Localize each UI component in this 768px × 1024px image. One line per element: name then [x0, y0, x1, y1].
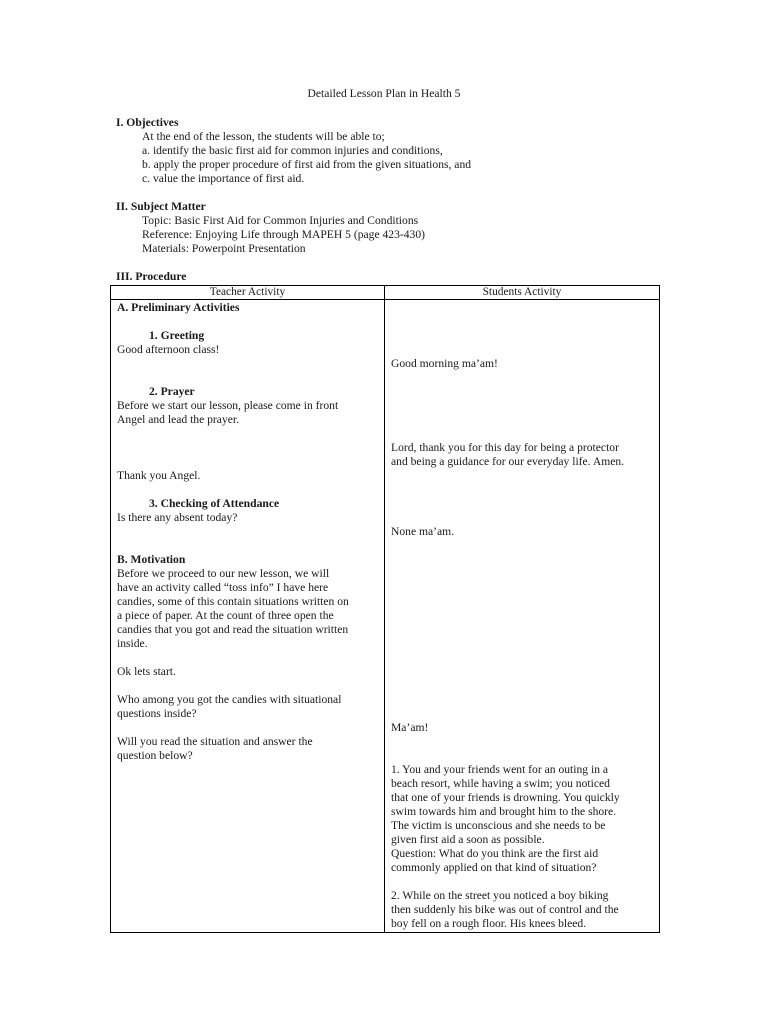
procedure-heading: III. Procedure	[116, 270, 187, 283]
student-greeting: Good morning ma’am!	[391, 357, 498, 370]
teacher-greeting: Good afternoon class!	[117, 343, 220, 356]
students-activity-header: Students Activity	[385, 286, 660, 300]
objectives-intro: At the end of the lesson, the students will be able to;	[142, 130, 385, 143]
motivation-heading: B. Motivation	[117, 553, 186, 566]
teacher-activity-header: Teacher Activity	[111, 286, 385, 300]
student-prayer: Lord, thank you for this day for being a protector and being a guidance for our everyday life. Amen.	[391, 441, 625, 468]
teacher-who: Who among you got the candies with situational questions inside?	[117, 693, 342, 720]
subject-matter-heading: II. Subject Matter	[116, 200, 206, 213]
objective-item: a. identify the basic first aid for common injuries and conditions,	[142, 144, 443, 157]
student-attendance: None ma’am.	[391, 525, 455, 538]
preliminary-heading: A. Preliminary Activities	[117, 301, 240, 314]
teacher-motivation: Before we proceed to our new lesson, we will have an activity called “toss info” I have here candies, some of this contain situations written on a piece of paper. At the count of three open the candies that you got and read the situation written inside.	[117, 567, 349, 650]
teacher-activity-cell	[111, 300, 385, 933]
subject-reference: Reference: Enjoying Life through MAPEH 5 (page 423-430)	[142, 228, 426, 241]
greeting-heading: 1. Greeting	[149, 329, 205, 342]
teacher-read: Will you read the situation and answer the question below?	[117, 735, 313, 762]
student-situation-1: 1. You and your friends went for an outing in a beach resort, while having a swim; you noticed that one of your friends is drowning. You quickly swim towards him and brought him to the shore. The victim is unconscious and she needs to be given first aid a soon as possible. Question: What do you think are the first aid commonly applied on that kind of situation?	[391, 763, 620, 874]
teacher-attendance: Is there any absent today?	[117, 511, 238, 524]
student-situation-2: 2. While on the street you noticed a boy biking then suddenly his bike was out of control and the boy fell on a rough floor. His knees bleed.	[391, 889, 619, 930]
subject-topic: Topic: Basic First Aid for Common Injuries and Conditions	[142, 214, 419, 227]
student-maam: Ma’am!	[391, 721, 429, 734]
objective-item: c. value the importance of first aid.	[142, 172, 305, 185]
teacher-prayer: Before we start our lesson, please come in front Angel and lead the prayer.	[117, 399, 339, 426]
subject-materials: Materials: Powerpoint Presentation	[142, 242, 306, 255]
document-title: Detailed Lesson Plan in Health 5	[307, 87, 461, 100]
prayer-heading: 2. Prayer	[149, 385, 195, 398]
procedure-table	[110, 285, 660, 933]
students-activity-cell	[385, 300, 660, 933]
objective-item: b. apply the proper procedure of first aid from the given situations, and	[142, 158, 472, 171]
objectives-section	[116, 116, 471, 186]
teacher-thanks: Thank you Angel.	[117, 469, 201, 482]
attendance-heading: 3. Checking of Attendance	[149, 497, 280, 510]
subject-matter-section	[116, 200, 425, 256]
teacher-start: Ok lets start.	[117, 665, 176, 678]
objectives-heading: I. Objectives	[116, 116, 179, 129]
